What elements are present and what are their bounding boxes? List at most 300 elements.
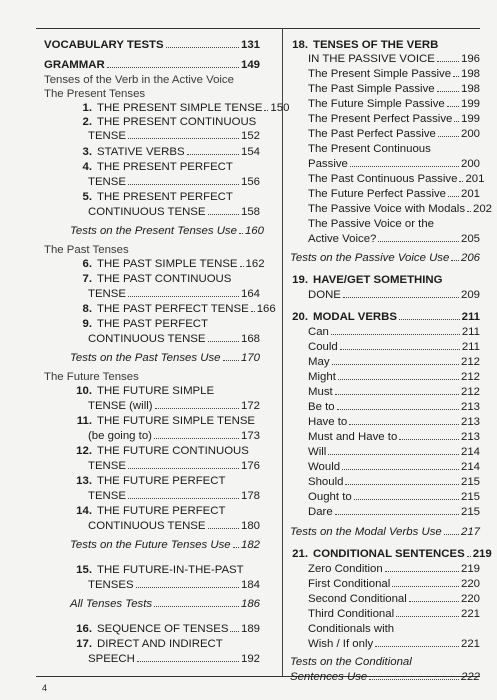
toc-entry-number: 7.	[82, 273, 92, 285]
toc-entry-page: 214	[460, 461, 480, 473]
toc-entry	[44, 538, 260, 552]
toc-entry-page: 186	[240, 598, 260, 610]
toc-entry-title: Conditionals with	[308, 623, 395, 635]
dot-leader	[251, 310, 255, 312]
toc-entry-title: CONDITIONAL SENTENCES	[313, 548, 465, 560]
toc-entry-title: Can	[308, 326, 329, 338]
toc-entry	[290, 325, 480, 339]
toc-entry-number: 10.	[76, 385, 92, 397]
toc-entry-title: The Present Continuous	[308, 143, 431, 155]
toc-entry-page: 166	[256, 303, 276, 315]
dot-leader	[399, 318, 460, 320]
toc-entry-page: 220	[460, 578, 480, 590]
toc-entry	[290, 251, 480, 265]
dot-leader	[448, 195, 459, 197]
toc-entry	[290, 202, 493, 216]
toc-entry-page: 199	[460, 113, 480, 125]
dot-leader	[467, 555, 471, 557]
dot-leader	[187, 153, 239, 155]
toc-entry	[44, 444, 260, 458]
toc-entry-title: Sentences Use	[290, 671, 368, 683]
toc-entry	[290, 273, 480, 287]
dot-leader	[392, 585, 459, 587]
toc-entry-title: DIRECT AND INDIRECT	[97, 638, 223, 650]
toc-entry-page: 212	[460, 371, 480, 383]
toc-entry	[44, 58, 260, 72]
toc-entry-title: May	[308, 356, 330, 368]
toc-entry-title: TENSES OF THE VERB	[313, 39, 439, 51]
toc-entry	[290, 637, 480, 651]
toc-entry-number: 14.	[76, 505, 92, 517]
toc-entry-title: The Present Simple Passive	[308, 68, 452, 80]
toc-entry-page: 192	[240, 653, 260, 665]
toc-entry-title: TENSE	[88, 130, 126, 142]
toc-entry-title: The Passive Voice or the	[308, 218, 434, 230]
dot-leader	[328, 453, 459, 455]
toc-entry-number: 21.	[292, 548, 308, 560]
toc-entry-number: 16.	[76, 623, 92, 635]
toc-entry-title: SEQUENCE OF TENSES	[97, 623, 229, 635]
dot-leader	[337, 408, 459, 410]
toc-entry	[290, 187, 480, 201]
toc-entry	[290, 525, 480, 539]
toc-entry-title: The Future Tenses	[44, 371, 139, 383]
toc-entry-page: 209	[460, 289, 480, 301]
toc-entry	[290, 547, 492, 561]
dot-leader	[340, 348, 460, 350]
toc-entry-page: 211	[461, 326, 480, 338]
dot-leader	[437, 60, 459, 62]
dot-leader	[155, 407, 239, 409]
toc-entry	[44, 302, 276, 316]
dot-leader	[128, 497, 239, 499]
toc-entry-page: 214	[460, 446, 480, 458]
toc-entry-page: 215	[460, 491, 480, 503]
toc-entry-page: 160	[244, 225, 264, 237]
toc-entry-number: 3.	[82, 146, 92, 158]
toc-entry-number: 2.	[82, 116, 92, 128]
toc-entry-page: 180	[240, 520, 260, 532]
toc-entry-title: THE PAST CONTINUOUS	[97, 273, 232, 285]
toc-entry-number: 11.	[76, 415, 92, 427]
toc-entry	[44, 129, 260, 143]
toc-entry-page: 222	[460, 671, 480, 683]
toc-entry-title: TENSE	[88, 176, 126, 188]
toc-entry-page: 200	[460, 128, 480, 140]
toc-entry	[290, 67, 480, 81]
toc-entry-title: The Present Perfect Passive	[308, 113, 453, 125]
toc-entry	[290, 157, 480, 171]
toc-entry-title: CONTINUOUS TENSE	[88, 206, 206, 218]
toc-entry	[290, 370, 480, 384]
toc-entry	[44, 414, 260, 428]
dot-leader	[467, 210, 471, 212]
toc-entry-page: 201	[465, 173, 485, 185]
toc-entry	[44, 115, 260, 129]
toc-entry	[290, 592, 480, 606]
dot-leader	[208, 213, 239, 215]
toc-entry	[290, 415, 480, 429]
toc-entry	[44, 637, 260, 651]
toc-entry	[290, 430, 480, 444]
top-rule	[36, 28, 480, 29]
toc-entry-page: 212	[460, 386, 480, 398]
toc-entry	[290, 340, 480, 354]
column-divider	[282, 28, 283, 676]
toc-entry-page: 206	[460, 252, 480, 264]
toc-entry-page: 213	[460, 416, 480, 428]
dot-leader	[338, 378, 459, 380]
toc-entry-page: 173	[240, 430, 260, 442]
page-number: 4	[42, 683, 48, 693]
dot-leader	[378, 240, 459, 242]
toc-entry	[44, 489, 260, 503]
toc-entry-title: Tests on the Present Tenses Use	[70, 225, 237, 237]
toc-entry-page: 220	[460, 593, 480, 605]
toc-entry-page: 156	[240, 176, 260, 188]
toc-entry-title: THE PRESENT PERFECT	[97, 191, 233, 203]
toc-entry-title: Could	[308, 341, 338, 353]
toc-entry-title: The Future Simple Passive	[308, 98, 445, 110]
toc-entry	[44, 563, 260, 577]
dot-leader	[128, 183, 239, 185]
toc-entry-page: 199	[460, 98, 480, 110]
toc-entry-title: Second Conditional	[308, 593, 407, 605]
toc-entry-title: Must and Have to	[308, 431, 398, 443]
dot-leader	[332, 363, 459, 365]
dot-leader	[342, 468, 459, 470]
toc-entry-title: THE FUTURE-IN-THE-PAST	[97, 564, 244, 576]
dot-leader	[453, 75, 459, 77]
toc-entry-page: 211	[461, 311, 480, 323]
dot-leader	[409, 600, 459, 602]
dot-leader	[264, 109, 268, 111]
toc-entry	[44, 317, 260, 331]
toc-entry-title: Passive	[308, 158, 348, 170]
dot-leader	[451, 259, 459, 261]
toc-entry	[290, 52, 480, 66]
toc-entry-title: Zero Condition	[308, 563, 383, 575]
toc-entry-title: Should	[308, 476, 344, 488]
toc-entry-page: 154	[240, 146, 260, 158]
toc-entry-title: TENSE (will)	[88, 400, 153, 412]
toc-entry-number: 12.	[76, 445, 92, 457]
toc-entry-title: STATIVE VERBS	[97, 146, 185, 158]
toc-entry-title: Will	[308, 446, 327, 458]
toc-entry-page: 198	[460, 68, 480, 80]
toc-entry	[290, 172, 485, 186]
toc-entry-title: THE FUTURE SIMPLE	[97, 385, 215, 397]
toc-entry	[290, 355, 480, 369]
dot-leader	[396, 615, 459, 617]
toc-entry-title: The Present Tenses	[44, 88, 146, 100]
toc-entry	[290, 460, 480, 474]
toc-entry-title: Tests on the Future Tenses Use	[70, 539, 231, 551]
toc-entry-title: Tests on the Past Tenses Use	[70, 352, 221, 364]
toc-entry-title: THE FUTURE SIMPLE TENSE	[97, 415, 256, 427]
toc-entry	[290, 97, 480, 111]
toc-entry-title: Might	[308, 371, 336, 383]
toc-entry-page: 212	[460, 356, 480, 368]
toc-entry-title: SPEECH	[88, 653, 135, 665]
toc-entry	[44, 160, 260, 174]
dot-leader	[385, 570, 459, 572]
toc-entry	[290, 607, 480, 621]
dot-leader	[166, 46, 239, 48]
toc-entry	[44, 597, 260, 611]
dot-leader	[230, 630, 239, 632]
toc-entry	[290, 622, 480, 636]
dot-leader	[350, 165, 459, 167]
toc-entry-title: IN THE PASSIVE VOICE	[308, 53, 435, 65]
toc-entry-title: THE PRESENT PERFECT	[97, 161, 233, 173]
toc-entry	[290, 400, 480, 414]
toc-entry	[290, 562, 480, 576]
toc-entry-title: CONTINUOUS TENSE	[88, 333, 206, 345]
toc-entry-page: 202	[473, 203, 493, 215]
toc-entry	[44, 370, 260, 384]
toc-entry-page: 219	[460, 563, 480, 575]
toc-entry-number: 15.	[76, 564, 92, 576]
toc-entry-page: 217	[460, 526, 480, 538]
toc-entry	[290, 490, 480, 504]
toc-entry-page: 215	[460, 506, 480, 518]
toc-entry	[290, 288, 480, 302]
toc-entry-title: TENSES	[88, 579, 134, 591]
toc-entry-title: Wish / If only	[308, 638, 374, 650]
dot-leader	[107, 66, 239, 68]
dot-leader	[345, 483, 459, 485]
toc-entry-title: Third Conditional	[308, 608, 395, 620]
dot-leader	[233, 546, 239, 548]
toc-entry	[290, 475, 480, 489]
toc-entry-title: Would	[308, 461, 341, 473]
toc-entry-page: 149	[240, 59, 260, 71]
toc-entry	[44, 351, 260, 365]
toc-entry	[44, 429, 260, 443]
toc-entry	[44, 190, 260, 204]
toc-entry-title: Be to	[308, 401, 335, 413]
toc-entry	[44, 73, 260, 87]
toc-entry	[44, 257, 265, 271]
toc-entry-title: The Past Simple Passive	[308, 83, 435, 95]
toc-entry	[44, 652, 260, 666]
toc-entry-number: 8.	[82, 303, 92, 315]
toc-entry-title: DONE	[308, 289, 341, 301]
toc-entry-title: THE PRESENT SIMPLE TENSE	[97, 102, 263, 114]
toc-entry-title: TENSE	[88, 490, 126, 502]
toc-entry-title: HAVE/GET SOMETHING	[313, 274, 443, 286]
toc-entry-page: 201	[460, 188, 480, 200]
toc-entry-number: 13.	[76, 475, 92, 487]
toc-entry-number: 18.	[292, 39, 308, 51]
toc-entry-number: 6.	[82, 258, 92, 270]
toc-entry-title: Must	[308, 386, 333, 398]
toc-entry	[44, 205, 260, 219]
toc-entry	[290, 577, 480, 591]
toc-entry	[44, 287, 260, 301]
toc-entry-page: 178	[240, 490, 260, 502]
dot-leader	[208, 340, 239, 342]
toc-entry-title: Tests on the Passive Voice Use	[290, 252, 450, 264]
toc-entry-title: Have to	[308, 416, 348, 428]
dot-leader	[459, 180, 463, 182]
toc-entry-page: 168	[240, 333, 260, 345]
toc-entry-title: The Past Tenses	[44, 244, 129, 256]
dot-leader	[375, 645, 459, 647]
dot-leader	[437, 90, 459, 92]
dot-leader	[128, 137, 239, 139]
toc-entry-page: 176	[240, 460, 260, 472]
toc-entry-page: 189	[240, 623, 260, 635]
toc-entry	[290, 112, 480, 126]
toc-entry-title: Tests on the Modal Verbs Use	[290, 526, 442, 538]
toc-entry-title: The Passive Voice with Modals	[308, 203, 466, 215]
toc-entry-page: 182	[240, 539, 260, 551]
toc-entry-title: THE PAST PERFECT	[97, 318, 208, 330]
toc-entry-title: TENSE	[88, 460, 126, 472]
toc-entry-number: 5.	[82, 191, 92, 203]
toc-entry-title: THE FUTURE PERFECT	[97, 505, 226, 517]
dot-leader	[331, 333, 460, 335]
toc-entry	[44, 504, 260, 518]
dot-leader	[354, 498, 459, 500]
toc-entry-number: 19.	[292, 274, 308, 286]
toc-entry-number: 4.	[82, 161, 92, 173]
toc-entry	[44, 87, 260, 101]
dot-leader	[137, 660, 239, 662]
dot-leader	[136, 586, 239, 588]
toc-entry	[44, 622, 260, 636]
toc-entry	[290, 217, 480, 231]
toc-entry	[290, 445, 480, 459]
toc-entry-title: The Future Perfect Passive	[308, 188, 447, 200]
toc-entry-title: Ought to	[308, 491, 352, 503]
toc-entry	[290, 232, 480, 246]
toc-entry	[44, 145, 260, 159]
toc-entry	[44, 224, 264, 238]
dot-leader	[335, 393, 459, 395]
toc-entry	[44, 519, 260, 533]
toc-entry-title: MODAL VERBS	[313, 311, 397, 323]
toc-entry-page: 205	[460, 233, 480, 245]
toc-entry-page: 131	[240, 39, 260, 51]
toc-entry-page: 170	[240, 352, 260, 364]
dot-leader	[369, 678, 459, 680]
dot-leader	[438, 135, 459, 137]
toc-entry-page: 164	[240, 288, 260, 300]
toc-entry	[44, 272, 260, 286]
toc-entry-number: 1.	[82, 102, 92, 114]
dot-leader	[454, 120, 459, 122]
toc-entry	[290, 655, 480, 669]
toc-entry	[44, 384, 260, 398]
toc-entry	[290, 82, 480, 96]
toc-entry-number: 17.	[76, 638, 92, 650]
toc-entry-title: The Past Perfect Passive	[308, 128, 436, 140]
toc-entry	[290, 505, 480, 519]
toc-entry-page: 184	[240, 579, 260, 591]
dot-leader	[444, 533, 459, 535]
toc-entry-title: Active Voice?	[308, 233, 377, 245]
dot-leader	[240, 265, 244, 267]
toc-entry-title: The Past Continuous Passive	[308, 173, 458, 185]
dot-leader	[239, 232, 243, 234]
toc-entry-page: 150	[270, 102, 290, 114]
toc-entry-title: TENSE	[88, 288, 126, 300]
toc-entry-title: (be going to)	[88, 430, 152, 442]
toc-entry	[44, 474, 260, 488]
toc-entry	[44, 175, 260, 189]
toc-entry-page: 215	[460, 476, 480, 488]
toc-entry	[290, 310, 480, 324]
dot-leader	[335, 513, 459, 515]
toc-entry-page: 152	[240, 130, 260, 142]
toc-entry	[44, 578, 260, 592]
toc-entry	[290, 142, 480, 156]
dot-leader	[154, 437, 239, 439]
toc-entry-title: THE FUTURE PERFECT	[97, 475, 226, 487]
toc-entry-title: THE PRESENT CONTINUOUS	[97, 116, 257, 128]
toc-entry	[290, 127, 480, 141]
toc-entry-number: 20.	[292, 311, 308, 323]
toc-entry-title: GRAMMAR	[44, 59, 105, 71]
dot-leader	[208, 527, 239, 529]
dot-leader	[399, 438, 459, 440]
toc-entry-page: 158	[240, 206, 260, 218]
toc-entry-page: 196	[460, 53, 480, 65]
dot-leader	[343, 296, 459, 298]
toc-entry-page: 213	[460, 401, 480, 413]
toc-entry	[44, 243, 260, 257]
toc-entry-page: 198	[460, 83, 480, 95]
dot-leader	[128, 467, 239, 469]
toc-entry-title: VOCABULARY TESTS	[44, 39, 164, 51]
toc-entry-number: 9.	[82, 318, 92, 330]
toc-entry-page: 219	[472, 548, 492, 560]
toc-entry-title: THE FUTURE CONTINUOUS	[97, 445, 249, 457]
toc-entry-page: 213	[460, 431, 480, 443]
toc-entry-page: 221	[460, 608, 480, 620]
toc-entry-page: 221	[460, 638, 480, 650]
dot-leader	[154, 605, 239, 607]
toc-entry	[44, 399, 260, 413]
dot-leader	[128, 295, 239, 297]
dot-leader	[223, 359, 239, 361]
toc-entry-title: Tests on the Conditional	[290, 656, 412, 668]
toc-entry	[44, 332, 260, 346]
toc-entry-title: First Conditional	[308, 578, 391, 590]
toc-entry-title: THE PAST PERFECT TENSE	[97, 303, 249, 315]
toc-entry-title: All Tenses Tests	[70, 598, 153, 610]
toc-entry-page: 211	[461, 341, 480, 353]
toc-entry	[290, 38, 480, 52]
dot-leader	[447, 105, 459, 107]
toc-entry-page: 200	[460, 158, 480, 170]
toc-entry	[290, 670, 480, 684]
toc-entry	[290, 385, 480, 399]
toc-entry-page: 162	[245, 258, 265, 270]
toc-entry	[44, 101, 290, 115]
toc-entry	[44, 459, 260, 473]
toc-entry-title: Dare	[308, 506, 333, 518]
toc-entry-page: 172	[240, 400, 260, 412]
dot-leader	[349, 423, 459, 425]
toc-entry-title: THE PAST SIMPLE TENSE	[97, 258, 238, 270]
toc-entry	[44, 38, 260, 52]
toc-entry-title: CONTINUOUS TENSE	[88, 520, 206, 532]
toc-entry-title: Tenses of the Verb in the Active Voice	[44, 74, 234, 86]
